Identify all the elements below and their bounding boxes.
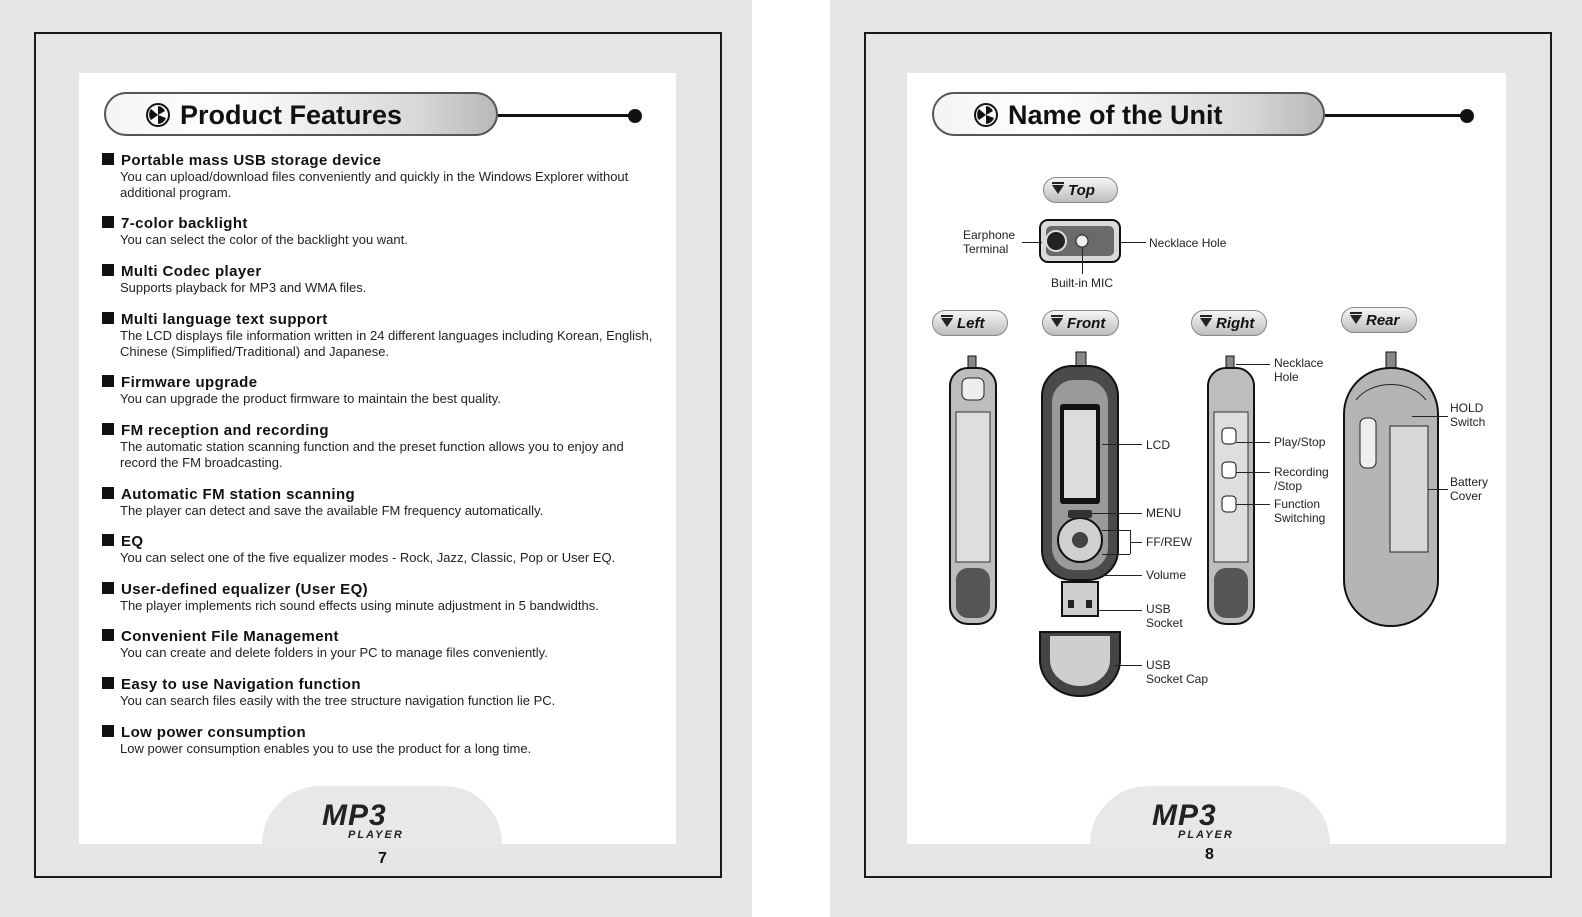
feature-description: Low power consumption enables you to use the product for a long time. [120, 741, 532, 756]
view-label-text: Left [957, 315, 985, 332]
feature-title: Automatic FM station scanning [102, 486, 662, 503]
view-label-text: Front [1067, 315, 1106, 332]
feature-title: Easy to use Navigation function [102, 676, 662, 693]
feature-description: You can upload/download files conveniently and quickly in the Windows Explorer without additional program. [120, 169, 629, 200]
label-battery-cover: Battery Cover [1450, 475, 1489, 503]
callout-line [1102, 554, 1130, 555]
label-earphone-terminal: Earphone Terminal [963, 228, 1016, 256]
label-hold-switch: HOLD Switch [1450, 401, 1486, 429]
callout-line [1236, 504, 1270, 505]
feature-title: Multi Codec player [102, 263, 662, 280]
logo-sub-text: PLAYER [1178, 829, 1234, 841]
feature-description: You can select one of the five equalizer modes - Rock, Jazz, Classic, Pop or User EQ. [120, 550, 616, 565]
feature-description: You can search files easily with the tree structure navigation function lie PC. [120, 693, 556, 708]
label-menu: MENU [1146, 506, 1182, 520]
feature-title: Low power consumption [102, 724, 662, 741]
feature-title: FM reception and recording [102, 422, 662, 439]
page-number: 7 [378, 850, 387, 867]
page-title: Product Features [180, 100, 403, 130]
usb-socket-cap [1040, 632, 1120, 696]
callout-line [1114, 665, 1142, 666]
page-number: 8 [1205, 846, 1214, 863]
callout-line [1098, 610, 1142, 611]
feature-description: The player implements rich sound effects using minute adjustment in 5 bandwidths. [120, 598, 599, 613]
callout-line [1022, 242, 1042, 243]
callout-line [1412, 416, 1448, 417]
view-label-text: Top [1068, 182, 1095, 199]
feature-description: You can select the color of the backlight you want. [120, 232, 408, 247]
label-lcd: LCD [1146, 438, 1171, 452]
callout-line [1092, 513, 1142, 514]
feature-title: Convenient File Management [102, 628, 662, 645]
label-builtin-mic: Built-in MIC [1051, 276, 1114, 290]
device-top-view [1040, 220, 1120, 262]
callout-line [1428, 489, 1448, 490]
device-left-view [950, 356, 996, 624]
callout-line [1130, 542, 1142, 543]
label-usb-socket: USB Socket [1146, 602, 1183, 630]
feature-title: Portable mass USB storage device [102, 152, 662, 169]
feature-title: 7-color backlight [102, 215, 662, 232]
logo-sub-text: PLAYER [348, 829, 404, 841]
logo-main-text: MP3 [1152, 799, 1217, 832]
feature-description: You can create and delete folders in your PC to manage files conveniently. [120, 645, 548, 660]
feature-description: You can upgrade the product firmware to maintain the best quality. [120, 391, 501, 406]
callout-line [1102, 444, 1142, 445]
view-label-text: Rear [1366, 312, 1400, 329]
feature-title: Multi language text support [102, 311, 662, 328]
callout-line [1236, 442, 1270, 443]
page-title: Name of the Unit [1008, 100, 1223, 130]
callout-line [1236, 472, 1270, 473]
label-function-switching: Function Switching [1274, 497, 1326, 525]
callout-line [1102, 575, 1142, 576]
device-rear-view [1344, 352, 1438, 626]
feature-title: User-defined equalizer (User EQ) [102, 581, 662, 598]
logo-main-text: MP3 [322, 799, 387, 832]
label-necklace-hole-right: Necklace Hole [1274, 356, 1324, 384]
label-usb-socket-cap: USB Socket Cap [1146, 658, 1209, 686]
feature-description: Supports playback for MP3 and WMA files. [120, 280, 367, 295]
callout-line [1102, 530, 1130, 531]
mp3-player-logo [1152, 799, 1234, 841]
label-recording-stop: Recording /Stop [1274, 465, 1329, 493]
device-front-view [1042, 352, 1118, 616]
label-play-stop: Play/Stop [1274, 435, 1326, 449]
feature-title: EQ [102, 533, 662, 550]
feature-description: The automatic station scanning function and the preset function allows you to enjoy and record the FM broadcasting. [120, 439, 624, 470]
device-right-view [1208, 356, 1254, 624]
feature-title: Firmware upgrade [102, 374, 662, 391]
feature-description: The player can detect and save the available FM frequency automatically. [120, 503, 544, 518]
label-volume: Volume [1146, 568, 1187, 582]
callout-line [1082, 248, 1083, 274]
feature-description: The LCD displays file information written in 24 different languages including Korean, English, Chinese (Simplified/Traditional) and Japanese. [120, 328, 653, 359]
label-necklace-hole-top: Necklace Hole [1149, 236, 1227, 250]
view-label-text: Right [1216, 315, 1255, 332]
callout-line [1120, 242, 1146, 243]
callout-line [1236, 364, 1270, 365]
label-ff-rew: FF/REW [1146, 535, 1192, 549]
